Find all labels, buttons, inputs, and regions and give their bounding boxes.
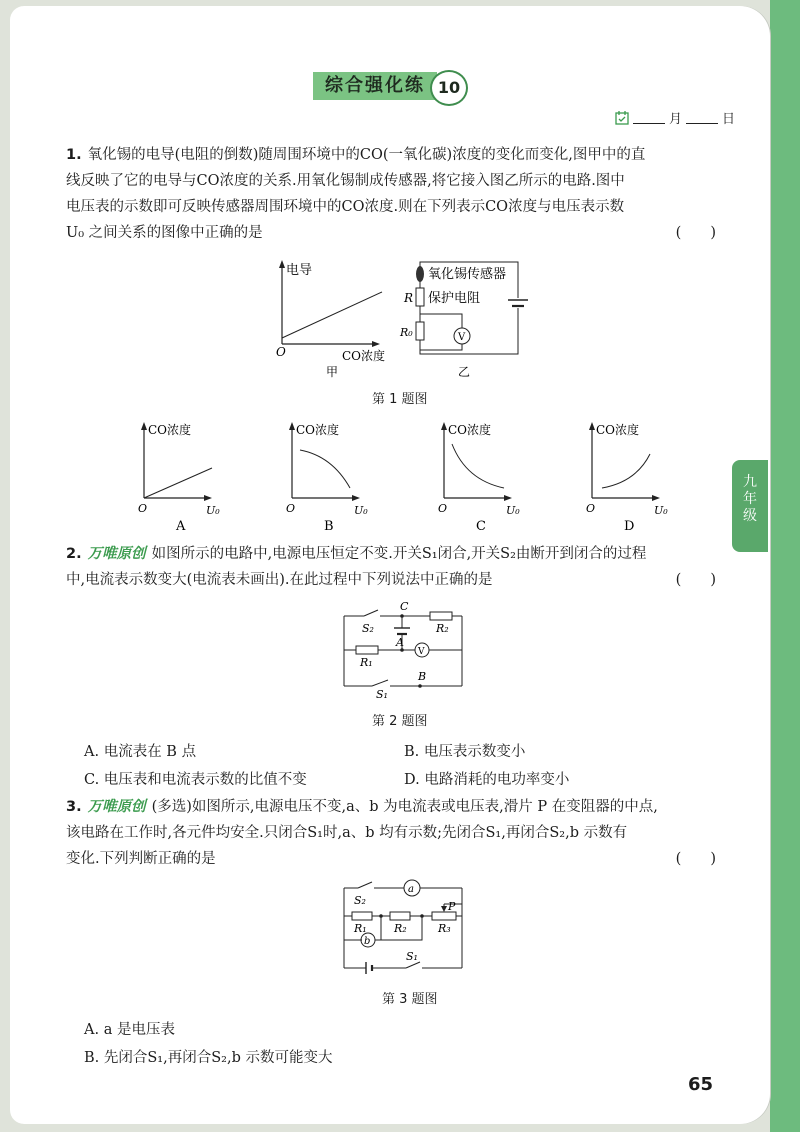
question-number: 2. [66,546,82,562]
option-label: B. [404,744,420,760]
axis-label: CO浓度 [148,423,192,437]
option-text: 电路消耗的电功率变小 [424,772,570,788]
option-text: 电流表在 B 点 [103,744,197,760]
origin-label: O [586,502,596,515]
axis-label: U₀ [506,504,520,517]
option-label: A. [84,1022,100,1038]
choice-letter: A [176,519,186,534]
meter-b-symbol: b [364,936,371,947]
r1-label: R₁ [354,922,367,935]
question-2 [66,541,726,593]
question-number: 3. [66,799,82,815]
b-point-label: B [418,670,427,683]
answer-paren[interactable]: ( ) [675,225,716,241]
axis-label: CO浓度 [596,423,640,437]
r0-label: R₀ [400,326,413,339]
choice-d-curve [602,454,650,488]
r3-rheostat [432,912,456,920]
meter-a-symbol: a [408,884,414,895]
option-b[interactable] [84,1046,332,1067]
origin-label: O [138,502,148,515]
option-label: D. [404,772,420,788]
choice-b-curve [300,450,350,488]
option-label: B. [84,1050,100,1066]
graph-jia [270,258,390,379]
question-1 [66,142,726,246]
choice-letter: D [624,519,635,534]
section-number-badge: 10 [430,70,468,106]
figure-caption: 第 1 题图 [372,392,428,407]
question-text: 该电路在工作时,各元件均安全.只闭合S₁时,a、b 均有示数;先闭合S₁,再闭合S₂,b 示数有 [66,825,628,841]
option-text: 电压表和电流表示数的比值不变 [103,772,307,788]
question-text: U₀ 之间关系的图像中正确的是 [66,225,263,241]
question-text: 变化.下列判断正确的是 [66,851,216,867]
choice-letter: C [476,519,486,534]
day-blank[interactable] [686,111,718,124]
question-text: 中,电流表示数变大(电流表未画出).在此过程中下列说法中正确的是 [66,572,493,588]
option-b[interactable] [404,740,525,761]
origin-label: O [438,502,448,515]
figure-caption: 第 2 题图 [372,714,428,729]
axis-label: CO浓度 [296,423,340,437]
choice-letter: B [324,519,334,534]
option-text: a 是电压表 [103,1022,175,1038]
option-c[interactable] [84,768,307,789]
question-text: 线反映了它的电导与CO浓度的关系.用氧化锡制成传感器,将它接入图乙所示的电路.图中 [66,173,625,189]
axis-label: 电导 [286,263,313,278]
sensor-symbol [416,266,424,282]
option-a[interactable] [84,740,196,761]
answer-paren[interactable]: ( ) [675,572,716,588]
option-d[interactable] [404,768,569,789]
answer-paren[interactable]: ( ) [675,851,716,867]
protective-resistor [416,288,424,306]
grade-side-tab [732,460,768,552]
axis-label: U₀ [654,504,668,517]
s1-label: S₁ [406,950,418,963]
original-tag: 万唯原创 [87,546,146,562]
figure-name: 乙 [458,365,471,379]
question-text: 氧化锡的电导(电阻的倒数)随周围环境中的CO(一氧化碳)浓度的变化而变化,图甲中的直 [87,147,646,163]
r2-label: R₂ [436,622,449,635]
choice-graph-c [436,420,556,538]
option-label: C. [84,772,100,788]
question-text: 如图所示的电路中,电源电压恒定不变.开关S₁闭合,开关S₂由断开到闭合的过程 [151,546,647,562]
s2-label: S₂ [362,622,374,635]
origin-label: O [286,502,296,515]
option-a[interactable] [84,1018,175,1039]
month-label: 月 [669,112,683,127]
question-text: 电压表的示数即可反映传感器周围环境中的CO浓度.则在下列表示CO浓度与电压表示数 [66,199,625,215]
choice-graph-d [584,420,704,538]
r2-label: R₂ [394,922,407,935]
page-edge-decoration [770,0,800,1132]
choice-graph-b [284,420,404,538]
choice-c-curve [452,444,504,488]
protective-resistor-label: 保护电阻 [428,291,481,306]
s2-label: S₂ [354,894,366,907]
r3-label: R₃ [438,922,451,935]
circuit-yi [398,258,538,380]
question-number: 1. [66,147,82,163]
question-3 [66,794,726,872]
side-tab-char: 九 [743,474,757,490]
c-point-label: C [400,600,409,613]
option-label: A. [84,744,100,760]
month-blank[interactable] [633,111,665,124]
question-text: (多选)如图所示,电源电压不变,a、b 为电流表或电压表,滑片 P 在变阻器的中点, [151,799,658,815]
day-label: 日 [722,112,736,127]
r0-resistor [416,322,424,340]
date-field [615,108,735,127]
section-title: 综合强化练 [313,72,437,100]
calendar-icon [615,111,629,125]
figure-name: 甲 [326,365,339,379]
voltmeter-symbol: V [458,332,466,343]
a-point-label: A [396,636,404,649]
circuit-q3 [336,876,476,980]
graph-jia-line [282,292,382,338]
r2-resistor [390,912,410,920]
figure-caption: 第 3 题图 [382,992,438,1007]
voltmeter-symbol: V [418,647,425,657]
page-number: 65 [688,1074,714,1095]
choice-graph-a [136,420,256,538]
r-label: R [404,291,414,305]
r1-resistor [352,912,372,920]
choice-a-curve [144,468,212,498]
origin-label: O [276,345,286,359]
circuit-q2 [336,598,476,701]
r1-resistor [356,646,378,654]
r1-label: R₁ [360,656,373,669]
original-tag: 万唯原创 [87,799,146,815]
sensor-label: 氧化锡传感器 [428,267,507,282]
axis-label: U₀ [206,504,220,517]
axis-label: U₀ [354,504,368,517]
p-label: P [448,900,456,913]
side-tab-char: 级 [743,508,757,524]
option-text: 电压表示数变小 [423,744,526,760]
r2-resistor [430,612,452,620]
axis-label: CO浓度 [342,349,386,363]
s1-label: S₁ [376,688,388,701]
side-tab-char: 年 [743,491,757,507]
axis-label: CO浓度 [448,423,492,437]
option-text: 先闭合S₁,再闭合S₂,b 示数可能变大 [103,1050,333,1066]
